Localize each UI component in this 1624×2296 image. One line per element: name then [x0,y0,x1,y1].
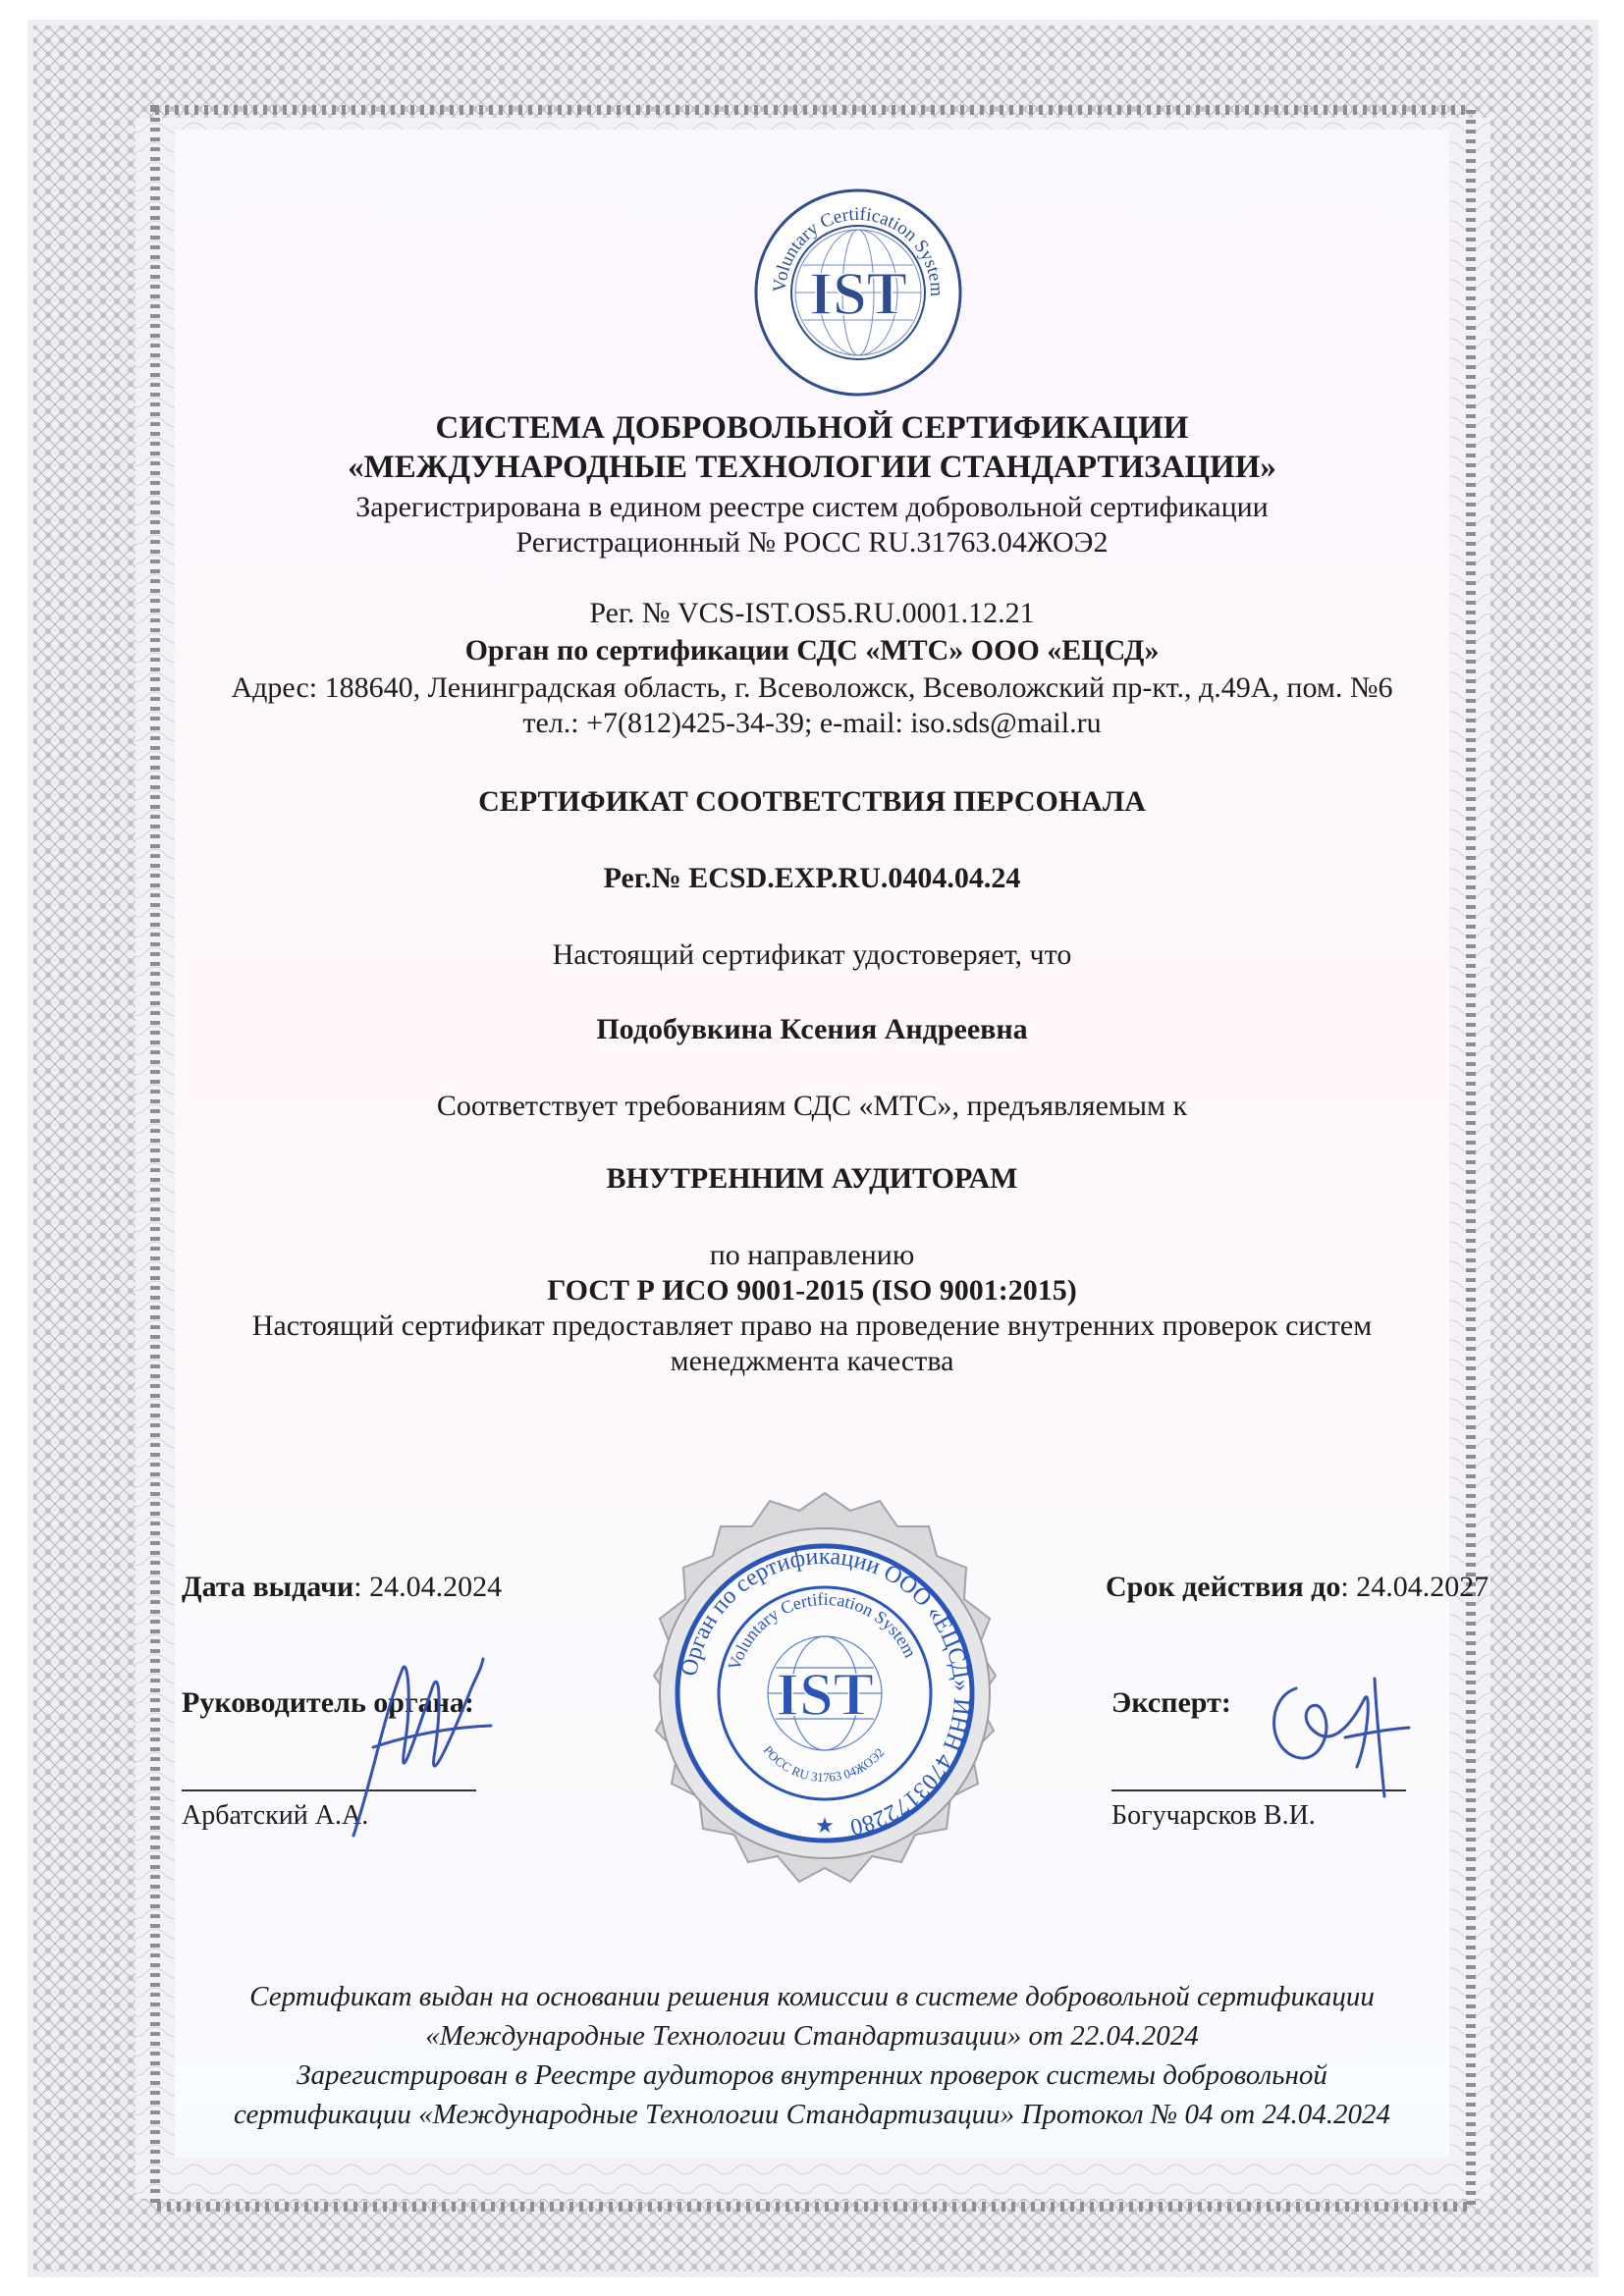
organ-contacts: тел.: +7(812)425-34-39; e-mail: iso.sds@mail.ru [522,707,1102,739]
organ-reg-number: Рег. № VCS-IST.OS5.RU.0001.12.21 [589,597,1035,629]
complies-text: Соответствует требованиям СДС «МТС», предъявляемым к [436,1090,1188,1122]
holder-name: Подобувкина Ксения Андреевна [596,1013,1028,1045]
valid-until [1106,1571,1489,1604]
seal-inner-text: Voluntary Certification System [724,1588,921,1673]
issue-date-value: : 24.04.2024 [353,1571,503,1603]
footer-line4: сертификации «Международные Технологии Стандартизации» Протокол № 04 от 24.04.2024 [234,2099,1390,2130]
footer-line2: «Международные Технологии Стандартизации» от 22.04.2024 [425,2020,1199,2052]
seal-reg-text: РОСС RU 31763 04ЖОЭ2 [760,1742,888,1786]
right-description-line2: менеджмента качества [670,1345,954,1377]
expert-signature-icon [1227,1659,1424,1806]
seal-outer-text: Орган по сертификации ООО «ЕЦСД» ИНН 4703172280 [677,1543,975,1841]
organ-name: Орган по сертификации СДС «МТС» ООО «ЕЦСД» [464,634,1160,667]
head-signature-icon [314,1629,511,1855]
issue-date [182,1571,502,1604]
seal-letters: IST [776,1662,874,1729]
system-title-line2: «МЕЖДУНАРОДНЫЕ ТЕХНОЛОГИИ СТАНДАРТИЗАЦИИ» [348,450,1276,485]
logo-ring-text: Voluntary Certification System [769,203,947,297]
seal-star-icon: ★ [815,1814,835,1839]
footer-line3: Зарегистрирован в Реестре аудиторов внутренних проверок системы добровольной [297,2059,1327,2091]
certificate-title: СЕРТИФИКАТ СООТВЕТСТВИЯ ПЕРСОНАЛА [478,785,1146,818]
valid-until-label: Срок действия до [1106,1571,1341,1603]
logo-letters: IST [809,261,907,328]
head-name: Арбатский А.А. [182,1800,369,1831]
system-reg-number: Регистрационный № РОСС RU.31763.04ЖОЭ2 [515,526,1109,559]
right-description-line1: Настоящий сертификат предоставляет право на проведение внутренних проверок систем [251,1309,1373,1342]
standard-name: ГОСТ Р ИСО 9001-2015 (ISO 9001:2015) [547,1274,1077,1307]
qualification-role: ВНУТРЕННИМ АУДИТОРАМ [606,1162,1018,1195]
organ-address: Адрес: 188640, Ленинградская область, г. Всеволожск, Всеволожский пр-кт., д.49А, пом. №6 [231,671,1393,704]
official-seal [619,1487,1031,1899]
valid-until-value: : 24.04.2027 [1340,1571,1489,1603]
head-signature-label: Руководитель органа: [182,1686,474,1719]
issue-date-label: Дата выдачи [182,1571,354,1603]
footer-line1: Сертификат выдан на основании решения комиссии в системе добровольной сертификации [249,1981,1375,2012]
system-title-line1: СИСТЕМА ДОБРОВОЛЬНОЙ СЕРТИФИКАЦИИ [435,410,1189,446]
certifies-text: Настоящий сертификат удостоверяет, что [552,938,1072,971]
certificate-reg-number: Рег.№ ECSD.EXP.RU.0404.04.24 [603,862,1021,894]
expert-name: Богучарсков В.И. [1111,1800,1316,1831]
expert-signature-label: Эксперт: [1111,1686,1231,1719]
system-registered-note: Зарегистрирована в едином реестре систем добровольной сертификации [355,491,1269,523]
direction-label: по направлению [709,1239,915,1271]
ist-logo [752,187,964,399]
